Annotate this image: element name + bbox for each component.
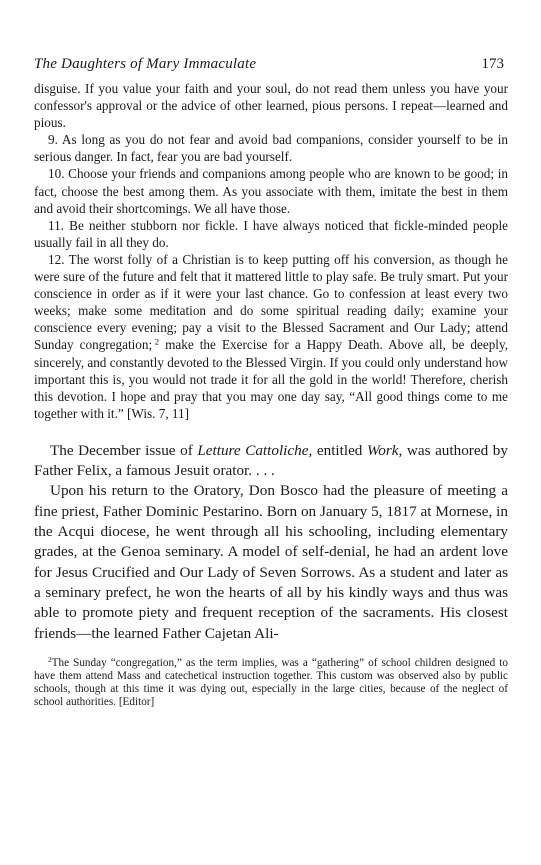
quoted-counsels — [34, 80, 508, 422]
counsel-12-part-b: make the Exercise for a Happy Death. Above all, be deeply, sincerely, and constantly devoted to the Blessed Virgin. If you could only understand how important this is, you would not trade it for all the gold in the world! Therefore, cherish this devotion. I hope and pray that you may one day say, “All good things come to me together with it.” [Wis. 7, 11] — [34, 337, 508, 421]
footnote-text — [34, 657, 508, 710]
running-title: The Daughters of Mary Immaculate — [34, 56, 257, 72]
footnote — [34, 657, 508, 710]
counsel-12-part-a: 12. The worst folly of a Christian is to keep putting off his conversion, as though he were sure of the future and felt that it mattered little to play safe. Be truly smart. Put your conscience in order as if it were your last chance. Go to confession at least every two weeks; make some meditation and do some spiritual reading daily; examine your conscience every evening; pay a visit to the Blessed Sacrament and Our Lady; attend Sunday congregation; — [34, 251, 508, 353]
counsel-11: 11. Be neither stubborn nor fickle. I have always noticed that fickle-minded people usually fail in all they do. — [34, 217, 508, 250]
footnote-marker: 2 — [48, 655, 52, 664]
body-text — [34, 441, 508, 644]
body-paragraph-1-text-b: entitled — [312, 441, 367, 459]
publication-title: Letture Cattoliche, — [197, 441, 313, 459]
body-paragraph-1-text-c: was authored by Father Felix, a famous Jesuit orator. . . . — [34, 441, 508, 480]
body-paragraph-2: Upon his return to the Oratory, Don Bosco had the pleasure of meeting a fine priest, Father Dominic Pestarino. Born on January 5, 1817 at Mornese, in the Acqui diocese, he went through all his schooling, including elementary grades, at the Genoa seminary. A model of self-denial, he had an ardent love for Jesus Crucified and Our Lady of Seven Sorrows. As a student and later as a seminary prefect, he won the hearts of all by his kindly ways and thus was able to promote piety and frequent reception of the sacraments. His closest friends—the learned Father Cajetan Ali- — [34, 482, 508, 642]
counsel-continuation: disguise. If you value your faith and your soul, do not read them unless you have your confessor's approval or the advice of other learned, pious persons. I repeat—learned and pious. — [34, 81, 508, 131]
footnote-reference: 2 — [154, 336, 160, 347]
book-page — [34, 56, 508, 710]
counsel-12 — [34, 251, 508, 422]
issue-title: Work, — [366, 441, 403, 459]
body-paragraph-1 — [34, 441, 508, 482]
counsel-9: 9. As long as you do not fear and avoid bad companions, consider yourself to be in serious danger. In fact, fear you are bad yourself. — [34, 132, 508, 165]
running-head — [34, 56, 508, 80]
page-number: 173 — [481, 56, 504, 72]
footnote-body: The Sunday “congregation,” as the term implies, was a “gathering” of school children designed to have them attend Mass and catechetical instruction together. This custom was observed also by public schools, though at this time it was dying out, especially in the large cities, because of the neglect of school authorities. [Editor] — [34, 656, 508, 709]
body-paragraph-1-text-a: The December issue of — [50, 441, 198, 459]
counsel-10: 10. Choose your friends and companions among people who are known to be good; in fact, choose the best among them. As you associate with them, imitate the best in them and avoid their shortcomings. We all have those. — [34, 166, 508, 216]
